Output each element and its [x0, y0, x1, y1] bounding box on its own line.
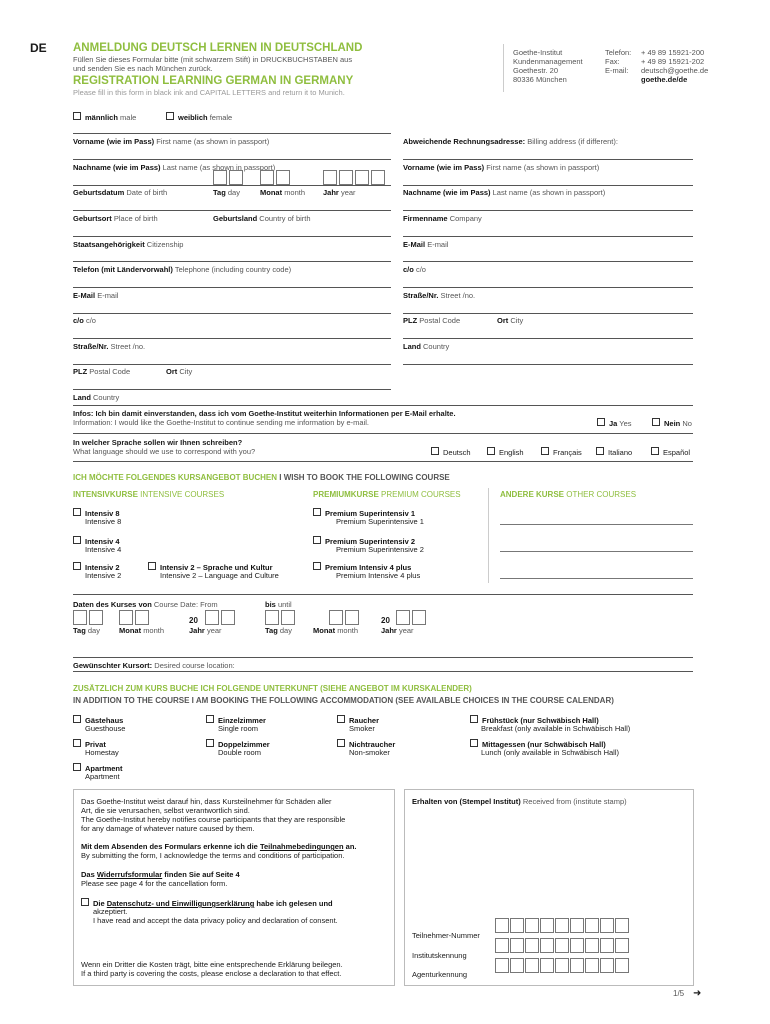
language-option-italiano[interactable]: Italiano: [596, 447, 632, 457]
premium-courses-heading: PREMIUMKURSE PREMIUM COURSES: [313, 490, 461, 499]
institute-id-box[interactable]: [495, 938, 509, 953]
column-divider: [488, 488, 489, 583]
institute-id-box[interactable]: [510, 938, 524, 953]
institute-id-box[interactable]: [615, 938, 629, 953]
checkbox[interactable]: [313, 562, 321, 570]
breakfast-option-en: Breakfast (only available in Schwäbisch Hall): [481, 724, 631, 733]
checkbox[interactable]: [651, 447, 659, 455]
intensive-courses-heading: INTENSIVKURSE INTENSIVE COURSES: [73, 490, 225, 499]
birth-day-box[interactable]: [213, 170, 227, 185]
from-year-box[interactable]: [205, 610, 219, 625]
liability-de-2: Art, die sie verursachen, selbst verantwortlich sind.: [81, 806, 250, 815]
checkbox[interactable]: [73, 112, 81, 120]
institute-id-box[interactable]: [525, 938, 539, 953]
institute-id-box[interactable]: [570, 938, 584, 953]
course-intensive-8-en: Intensive 8: [85, 517, 122, 526]
billing-address-label: Abweichende Rechnungsadresse: Billing address (if different):: [403, 137, 618, 146]
checkbox[interactable]: [652, 418, 660, 426]
billing-postal-code-label: PLZ Postal Code: [403, 316, 461, 325]
intro-de-1: Füllen Sie dieses Formular bitte (mit schwarzem Stift) in DRUCKBUCHSTABEN aus: [73, 55, 353, 64]
address-line: Goethestr. 20: [513, 66, 559, 75]
checkbox[interactable]: [596, 447, 604, 455]
course-intensive-2-culture[interactable]: Intensiv 2 – Sprache und Kultur: [148, 562, 273, 572]
billing-country-label: Land Country: [403, 342, 450, 351]
participant-number-box[interactable]: [585, 918, 599, 933]
participant-number-box[interactable]: [615, 918, 629, 933]
institute-id-box[interactable]: [600, 938, 614, 953]
birth-year-box[interactable]: [355, 170, 369, 185]
agent-id-box[interactable]: [570, 958, 584, 973]
checkbox[interactable]: [73, 536, 81, 544]
language-code: DE: [30, 41, 47, 55]
address-line: Goethe-Institut: [513, 48, 563, 57]
billing-street-label: Straße/Nr. Street /no.: [403, 291, 476, 300]
course-from-label: Daten des Kurses von Course Date: From: [73, 600, 218, 609]
course-intensive-2[interactable]: Intensiv 2: [73, 562, 120, 572]
correspondence-question-en: What language should we use to correspond with you?: [73, 447, 256, 456]
contact-value: + 49 89 15921-202: [641, 57, 705, 66]
agent-id-box[interactable]: [510, 958, 524, 973]
next-page-arrow-icon[interactable]: ➜: [693, 988, 702, 999]
billing-first-name-label: Vorname (wie im Pass) First name (as shown in passport): [403, 163, 600, 172]
birth-day-box[interactable]: [229, 170, 243, 185]
privacy-en: I have read and accept the data privacy policy and declaration of consent.: [93, 916, 338, 925]
cancellation-en: Please see page 4 for the cancellation form.: [81, 879, 228, 888]
page-number: 1/5: [673, 989, 685, 998]
institute-id-box[interactable]: [555, 938, 569, 953]
lunch-option[interactable]: Mittagessen (nur Schwäbisch Hall): [470, 739, 606, 749]
course-premium-4-plus[interactable]: Premium Intensiv 4 plus: [313, 562, 411, 572]
checkbox[interactable]: [470, 715, 478, 723]
course-premium-4-plus-en: Premium Intensive 4 plus: [336, 571, 421, 580]
checkbox[interactable]: [73, 508, 81, 516]
checkbox[interactable]: [73, 715, 81, 723]
street-label: Straße/Nr. Street /no.: [73, 342, 146, 351]
checkbox[interactable]: [541, 447, 549, 455]
contact-block: [503, 44, 714, 92]
contact-label: Fax:: [605, 57, 620, 66]
third-party-de: Wenn ein Dritter die Kosten trägt, bitte eine entsprechende Erklärung beilegen.: [81, 960, 343, 969]
until-year-label: Jahr year: [381, 626, 414, 635]
other-courses-heading: ANDERE KURSE OTHER COURSES: [500, 490, 637, 499]
intro-en: Please fill in this form in black ink and CAPITAL LETTERS and return it to Munich.: [73, 88, 345, 97]
postal-code-label: PLZ Postal Code: [73, 367, 131, 376]
smoker-option-en: Smoker: [349, 724, 375, 733]
checkbox[interactable]: [73, 562, 81, 570]
checkbox[interactable]: [487, 447, 495, 455]
email-consent-question-de: Infos: Ich bin damit einverstanden, dass ich vom Goethe-Institut weiterhin Informationen per E-Mail erhalte.: [73, 409, 456, 418]
from-month-box[interactable]: [119, 610, 133, 625]
until-month-box[interactable]: [329, 610, 343, 625]
non-smoker-option-en: Non-smoker: [349, 748, 390, 757]
course-location-label: Gewünschter Kursort: Desired course location:: [73, 661, 235, 670]
smoker-option[interactable]: Raucher: [337, 715, 379, 725]
until-day-box[interactable]: [265, 610, 279, 625]
until-month-label: Monat month: [313, 626, 359, 635]
checkbox[interactable]: [81, 898, 89, 906]
birth-country-label: Geburtsland Country of birth: [213, 214, 311, 223]
until-year-box[interactable]: [396, 610, 410, 625]
accommodation-guesthouse[interactable]: Gästehaus: [73, 715, 123, 725]
checkbox[interactable]: [337, 739, 345, 747]
participant-number-label: Teilnehmer-Nummer: [412, 931, 480, 940]
city-label: Ort City: [166, 367, 193, 376]
contact-label: Telefon:: [605, 48, 632, 57]
terms-link[interactable]: Teilnahmebedingungen: [259, 842, 344, 851]
participant-number-box[interactable]: [525, 918, 539, 933]
from-month-label: Monat month: [119, 626, 165, 635]
course-intensive-2-culture-en: Intensive 2 – Language and Culture: [160, 571, 279, 580]
from-year-label: Jahr year: [189, 626, 222, 635]
form-title-de: ANMELDUNG DEUTSCH LERNEN IN DEUTSCHLAND: [73, 42, 363, 54]
room-single-en: Single room: [218, 724, 259, 733]
from-month-box[interactable]: [135, 610, 149, 625]
from-day-box[interactable]: [89, 610, 103, 625]
accommodation-apartment-en: Apartment: [85, 772, 120, 781]
birth-day-label: Tag day: [213, 188, 240, 197]
correspondence-question-de: In welcher Sprache sollen wir Ihnen schreiben?: [73, 438, 243, 447]
address-line: Kundenmanagement: [513, 57, 583, 66]
other-course-line[interactable]: [500, 551, 693, 552]
course-premium-1[interactable]: Premium Superintensiv 1: [313, 508, 415, 518]
course-intensive-8[interactable]: Intensiv 8: [73, 508, 120, 518]
checkbox[interactable]: [73, 739, 81, 747]
checkbox[interactable]: [73, 763, 81, 771]
participant-number-box[interactable]: [570, 918, 584, 933]
participant-number-box[interactable]: [495, 918, 509, 933]
country-label: Land Country: [73, 393, 120, 402]
birth-month-box[interactable]: [276, 170, 290, 185]
course-section-heading: ICH MÖCHTE FOLGENDES KURSANGEBOT BUCHEN I WISH TO BOOK THE FOLLOWING COURSE: [73, 473, 450, 482]
accommodation-guesthouse-en: Guesthouse: [85, 724, 126, 733]
language-option-deutsch[interactable]: Deutsch: [431, 447, 471, 457]
language-option-english[interactable]: English: [487, 447, 524, 457]
until-day-label: Tag day: [265, 626, 292, 635]
email-consent-question-en: Information: I would like the Goethe-Institut to continue sending me information by e-mail.: [73, 418, 369, 427]
birth-month-label: Monat month: [260, 188, 306, 197]
checkbox[interactable]: [313, 536, 321, 544]
email-label: E-Mail E-mail: [73, 291, 119, 300]
privacy-link[interactable]: Datenschutz- und Einwilligungserklärung: [106, 899, 255, 908]
contact-value[interactable]: deutsch@goethe.de: [641, 66, 709, 75]
participant-number-box[interactable]: [540, 918, 554, 933]
billing-email-label: E-Mail E-mail: [403, 240, 449, 249]
telephone-label: Telefon (mit Ländervorwahl) Telephone (including country code): [73, 265, 292, 274]
checkbox[interactable]: [166, 112, 174, 120]
checkbox[interactable]: [206, 739, 214, 747]
privacy-de-2: akzeptiert.: [93, 907, 128, 916]
checkbox[interactable]: [431, 447, 439, 455]
liability-en-1: The Goethe-Institut hereby notifies course participants that they are responsible: [81, 815, 346, 824]
from-year-box[interactable]: [221, 610, 235, 625]
legal-notice-box: [73, 789, 395, 986]
consent-no-option[interactable]: Nein No: [652, 418, 692, 428]
contact-value: + 49 89 15921-200: [641, 48, 705, 57]
language-option-francais[interactable]: Français: [541, 447, 582, 457]
agent-id-box[interactable]: [585, 958, 599, 973]
birth-year-box[interactable]: [323, 170, 337, 185]
course-intensive-4[interactable]: Intensiv 4: [73, 536, 120, 546]
participant-number-box[interactable]: [510, 918, 524, 933]
accommodation-heading-en: IN ADDITION TO THE COURSE I AM BOOKING THE FOLLOWING ACCOMMODATION (SEE AVAILABLE CHOICES IN THE COURSE CALENDAR): [73, 696, 614, 705]
website-link[interactable]: goethe.de/de: [641, 75, 688, 84]
form-title-en: REGISTRATION LEARNING GERMAN IN GERMANY: [73, 75, 354, 87]
checkbox[interactable]: [597, 418, 605, 426]
checkbox[interactable]: [470, 739, 478, 747]
consent-yes-option[interactable]: Ja Yes: [597, 418, 632, 428]
institute-id-label: Institutskennung: [412, 951, 467, 960]
gender-female-option[interactable]: weiblich female: [166, 112, 232, 122]
course-premium-2-en: Premium Superintensive 2: [336, 545, 424, 554]
room-double-en: Double room: [218, 748, 261, 757]
birth-year-label: Jahr year: [323, 188, 356, 197]
from-century: 20: [189, 616, 198, 625]
breakfast-option[interactable]: Frühstück (nur Schwäbisch Hall): [470, 715, 599, 725]
birth-date-label: Geburtsdatum Date of birth: [73, 188, 168, 197]
until-year-box[interactable]: [412, 610, 426, 625]
agent-id-box[interactable]: [525, 958, 539, 973]
liability-de-1: Das Goethe-Institut weist darauf hin, dass Kursteilnehmer für Schäden aller: [81, 797, 332, 806]
course-premium-1-en: Premium Superintensive 1: [336, 517, 424, 526]
third-party-en: If a third party is covering the costs, please enclose a declaration to that effect.: [81, 969, 342, 978]
institute-id-box[interactable]: [540, 938, 554, 953]
co-label: c/o c/o: [73, 316, 96, 325]
accommodation-apartment[interactable]: Apartment: [73, 763, 123, 773]
checkbox[interactable]: [313, 508, 321, 516]
cancellation-form-link[interactable]: Widerrufsformular: [96, 870, 163, 879]
course-intensive-4-en: Intensive 4: [85, 545, 122, 554]
birth-year-box[interactable]: [339, 170, 353, 185]
birth-year-box[interactable]: [371, 170, 385, 185]
until-day-box[interactable]: [281, 610, 295, 625]
intro-de-2: und senden Sie es nach München zurück.: [73, 64, 213, 73]
checkbox[interactable]: [337, 715, 345, 723]
billing-last-name-label: Nachname (wie im Pass) Last name (as shown in passport): [403, 188, 606, 197]
language-option-espanol[interactable]: Español: [651, 447, 690, 457]
agent-id-box[interactable]: [555, 958, 569, 973]
birth-month-box[interactable]: [260, 170, 274, 185]
agent-id-box[interactable]: [615, 958, 629, 973]
checkbox[interactable]: [148, 562, 156, 570]
room-double[interactable]: Doppelzimmer: [206, 739, 270, 749]
citizenship-label: Staatsangehörigkeit Citizenship: [73, 240, 184, 249]
lunch-option-en: Lunch (only available in Schwäbisch Hall): [481, 748, 619, 757]
other-course-line[interactable]: [500, 578, 693, 579]
agent-id-box[interactable]: [600, 958, 614, 973]
institute-id-box[interactable]: [585, 938, 599, 953]
stamp-label: Erhalten von (Stempel Institut) Received from (institute stamp): [412, 797, 627, 806]
accommodation-homestay-en: Homestay: [85, 748, 119, 757]
other-course-line[interactable]: [500, 524, 693, 525]
room-single[interactable]: Einzelzimmer: [206, 715, 266, 725]
until-century: 20: [381, 616, 390, 625]
course-premium-2[interactable]: Premium Superintensiv 2: [313, 536, 415, 546]
non-smoker-option[interactable]: Nichtraucher: [337, 739, 395, 749]
last-name-label: Nachname (wie im Pass) Last name (as shown in passport): [73, 163, 276, 172]
course-until-label: bis until: [265, 600, 292, 609]
billing-co-label: c/o c/o: [403, 265, 426, 274]
from-day-label: Tag day: [73, 626, 100, 635]
address-line: 80336 München: [513, 75, 567, 84]
until-month-box[interactable]: [345, 610, 359, 625]
liability-en-2: for any damage of whatever nature caused by them.: [81, 824, 255, 833]
cancellation-de: Das Widerrufsformular finden Sie auf Seite 4: [81, 870, 240, 879]
agent-id-box[interactable]: [495, 958, 509, 973]
gender-male-option[interactable]: männlich male: [73, 112, 136, 122]
participant-number-box[interactable]: [555, 918, 569, 933]
first-name-label: Vorname (wie im Pass) First name (as shown in passport): [73, 137, 270, 146]
checkbox[interactable]: [206, 715, 214, 723]
terms-en: By submitting the form, I acknowledge the terms and conditions of participation.: [81, 851, 345, 860]
birth-place-label: Geburtsort Place of birth: [73, 214, 158, 223]
privacy-consent[interactable]: Die Datenschutz- und Einwilligungserklärung habe ich gelesen und: [81, 898, 333, 908]
accommodation-homestay[interactable]: Privat: [73, 739, 106, 749]
accommodation-heading-de: ZUSÄTZLICH ZUM KURS BUCHE ICH FOLGENDE UNTERKUNFT (SIEHE ANGEBOT IM KURSKALENDER): [73, 684, 472, 693]
agent-id-box[interactable]: [540, 958, 554, 973]
course-intensive-2-en: Intensive 2: [85, 571, 122, 580]
billing-company-label: Firmenname Company: [403, 214, 482, 223]
institute-stamp-box: [404, 789, 694, 986]
agent-id-label: Agenturkennung: [412, 970, 468, 979]
terms-de: Mit dem Absenden des Formulars erkenne ich die Teilnahmebedingungen an.: [81, 842, 357, 851]
billing-city-label: Ort City: [497, 316, 524, 325]
from-day-box[interactable]: [73, 610, 87, 625]
contact-label: E-mail:: [605, 66, 629, 75]
participant-number-box[interactable]: [600, 918, 614, 933]
